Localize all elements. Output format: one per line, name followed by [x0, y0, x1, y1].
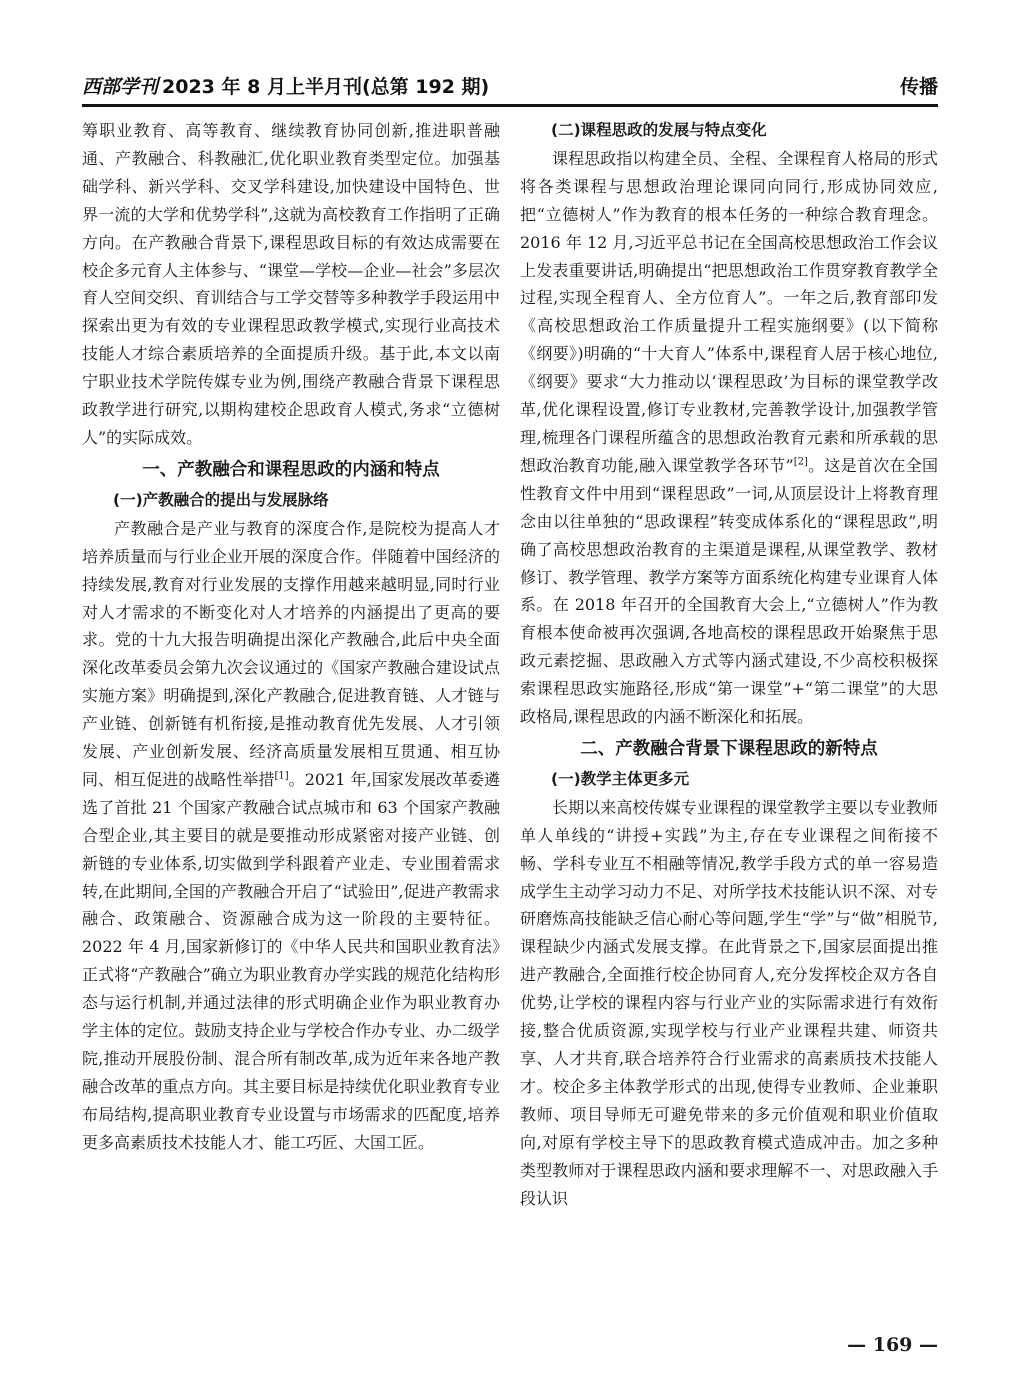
journal-issue-text: 2023 年 8 月上半月刊(总第 192 期)	[162, 76, 490, 98]
paragraph: 筹职业教育、高等教育、继续教育协同创新,推进职普融通、产教融合、科教融汇,优化职业教育类型定位。加强基础学科、新兴学科、交叉学科建设,加快建设中国特色、世界一流的大学和优势学科”,这就为高校教育工作指明了正确方向。在产教融合背景下,课程思政目标的有效达成需要在校企多元育人主体参与、“课堂—学校—企业—社会”多层次育人空间交织、育训结合与工学交替等多种教学手段运用中探索出更为有效的专业课程思政教学模式,实现行业高技术技能人才综合素质培养的全面提质升级。基于此,本文以南宁职业技术学院传媒专业为例,围绕产教融合背景下课程思政教学进行研究,以期构建校企思政育人模式,务求“立德树人”的实际成效。	[82, 121, 500, 447]
paragraph-text: 。这是首次在全国性教育文件中用到“课程思政”一词,从顶层设计上将教育理念由以往单独的“思政课程”转变成体系化的“课程思政”,明确了高校思想政治教育的主渠道是课程,从课堂教学、教材修订、教学管理、教学方案等方面系统化构建专业课育人体系。在 2018 年召开的全国教育大会上,“立德树人”作为教育根本使命被再次强调,各地高校的课程思政开始聚焦于思政元素挖掘、思政融入方式等内涵式建设,不少高校积极探索课程思政实施路径,形成“第一课堂”+“第二课堂”的大思政格局,课程思政的内涵不断深化和拓展。	[520, 455, 938, 727]
section-heading: 一、产教融合和课程思政的内涵和特点	[142, 459, 440, 480]
running-header	[82, 70, 938, 107]
right-column	[520, 117, 938, 1212]
paragraph-text: 产教融合是产业与教育的深度合作,是院校为提高人才培养质量而与行业企业开展的深度合作。伴随着中国经济的持续发展,教育对行业发展的支撑作用越来越明显,同时行业对人才需求的不断变化对人才培养的内涵提出了更高的要求。党的十九大报告明确提出深化产教融合,此后中央全面深化改革委员会第九次会议通过的《国家产教融合建设试点实施方案》明确提到,深化产教融合,促进教育链、人才链与产业链、创新链有机衔接,是推动教育优先发展、人才引领发展、产业创新发展、经济高质量发展相互贯通、相互协同、相互促进的战略性举措	[82, 518, 500, 789]
paragraph-text: 。2021 年,国家发展改革委遴选了首批 21 个国家产教融合试点城市和 63 个国家产教融合型企业,其主要目的就是要推动形成紧密对接产业链、创新链的专业体系,切实做到学科跟着产业走、专业围着需求转,在此期间,全国的产教融合开启了“试验田”,促进产教需求融合、政策融合、资源融合成为这一阶段的主要特征。2022 年 4 月,国家新修订的《中华人民共和国职业教育法》正式将“产教融合”确立为职业教育办学实践的规范化结构形态与运行机制,并通过法律的形式明确企业作为职业教育办学主体的定位。鼓励支持企业与学校合作办专业、办二级学院,推动开展股份制、混合所有制改革,成为近年来各地产教融合改革的重点方向。其主要目标是持续优化职业教育专业布局结构,提高职业教育专业设置与市场需求的匹配度,培养更多高素质技术技能人才、能工巧匠、大国工匠。	[82, 769, 500, 1152]
left-column	[82, 117, 500, 1157]
page-number: — 169 —	[847, 1334, 938, 1356]
section-name: 传播	[899, 76, 938, 98]
citation-ref: [2]	[793, 456, 808, 468]
journal-issue	[82, 72, 489, 99]
citation-ref: [1]	[274, 770, 289, 782]
paragraph	[520, 145, 938, 731]
subsection-heading: (二)课程思政的发展与特点变化	[551, 121, 767, 139]
journal-logo: 西部学刊	[82, 76, 159, 98]
paragraph: 长期以来高校传媒专业课程的课堂教学主要以专业教师单人单线的“讲授+实践”为主,存在专业课程之间衔接不畅、学科专业互不相融等情况,教学手段方式的单一容易造成学生主动学习动力不足、对所学技术技能认识不深、对专研磨炼高技能缺乏信心耐心等问题,学生“学”与“做”相脱节,课程缺少内涵式发展支撑。在此背景之下,国家层面提出推进产教融合,全面推行校企协同育人,充分发挥校企双方各自优势,让学校的课程内容与行业产业的实际需求进行有效衔接,整合优质资源,实现学校与行业产业课程共建、师资共享、人才共育,联合培养符合行业需求的高素质技术技能人才。校企多主体教学形式的出现,使得专业教师、企业兼职教师、项目导师无可避免带来的多元价值观和职业价值取向,对原有学校主导下的思政教育模式造成冲击。加之多种类型教师对于课程思政内涵和要求理解不一、对思政融入手段认识	[520, 797, 938, 1208]
section-heading: 二、产教融合背景下课程思政的新特点	[580, 738, 878, 759]
subsection-heading: (一)教学主体更多元	[551, 769, 690, 788]
paragraph	[82, 515, 500, 1157]
paragraph-text: 课程思政指以构建全员、全程、全课程育人格局的形式将各类课程与思想政治理论课同向同行,形成协同效应,把“立德树人”作为教育的根本任务的一种综合教育理念。2016 年 12 月,习近平总书记在全国高校思想政治工作会议上发表重要讲话,明确提出“把思想政治工作贯穿教育教学全过程,实现全程育人、全方位育人”。一年之后,教育部印发《高校思想政治工作质量提升工程实施纲要》(以下简称《纲要》)明确的“十大育人”体系中,课程育人居于核心地位,《纲要》要求“大力推动以‘课程思政’为目标的课堂教学改革,优化课程设置,修订专业教材,完善教学设计,加强教学管理,梳理各门课程所蕴含的思想政治教育元素和所承载的思想政治教育功能,融入课堂教学各环节”	[520, 148, 938, 475]
subsection-heading: (一)产教融合的提出与发展脉络	[113, 490, 329, 509]
